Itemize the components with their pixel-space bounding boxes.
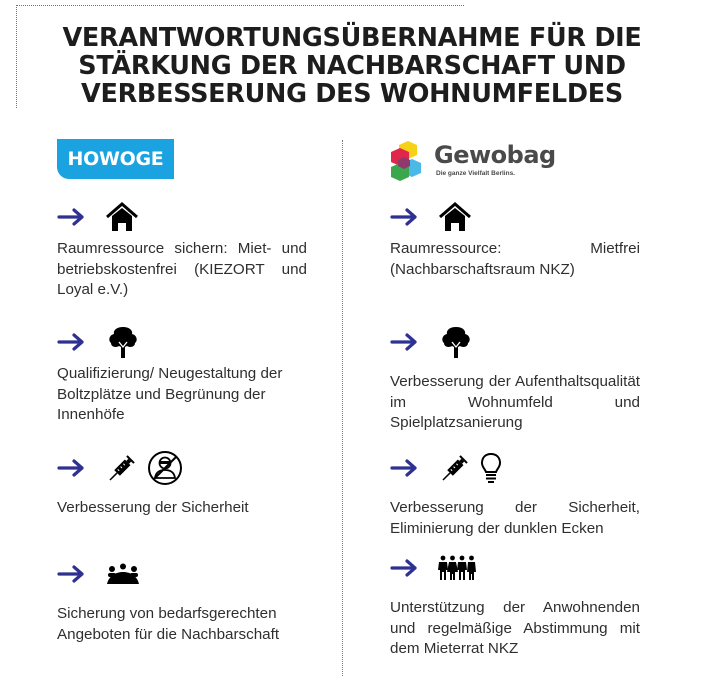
item-description: Raumressource: Mietfrei (Nachbarschaftsraum NKZ)	[390, 240, 640, 278]
arrow-right-icon	[57, 207, 87, 227]
group-meeting-icon	[105, 562, 141, 586]
gewobag-item-greenery	[390, 326, 640, 434]
title-line-3: VERBESSERUNG DES WOHNUMFELDES	[81, 79, 623, 109]
howoge-item-security	[57, 452, 307, 519]
title-line-1: VERANTWORTUNGSÜBERNAHME FÜR DIE	[62, 23, 642, 53]
gewobag-column	[390, 139, 640, 657]
gewobag-item-residents	[390, 552, 640, 660]
dotted-frame-top	[16, 5, 464, 6]
gewobag-logo	[390, 139, 640, 183]
item-description: Qualifizierung/ Neugestaltung der Boltzplätze und Begrünung der Innenhöfe	[57, 365, 283, 423]
howoge-logo: HOWOGE	[57, 139, 174, 179]
howoge-item-space	[57, 201, 307, 301]
gewobag-item-security	[390, 452, 640, 539]
howoge-column	[57, 139, 307, 643]
page-title	[0, 24, 704, 108]
syringe-icon	[438, 451, 472, 485]
lightbulb-icon	[480, 451, 502, 485]
column-divider	[342, 140, 343, 676]
howoge-item-greenery	[57, 326, 307, 426]
gewobag-cubes-icon	[390, 139, 432, 183]
howoge-item-offers	[57, 558, 307, 645]
gewobag-item-space	[390, 201, 640, 280]
item-description: Verbesserung der Sicherheit, Eliminierung der dunklen Ecken	[390, 499, 640, 537]
syringe-icon	[105, 451, 139, 485]
item-description: Unterstützung der Anwohnenden und regelmäßige Abstimmung mit dem Mieterrat NKZ	[390, 599, 640, 657]
item-description: Verbesserung der Sicherheit	[57, 499, 249, 516]
house-icon	[105, 202, 139, 232]
house-icon	[438, 202, 472, 232]
arrow-right-icon	[390, 332, 420, 352]
gewobag-tagline: Die ganze Vielfalt Berlins.	[436, 170, 515, 177]
arrow-right-icon	[390, 558, 420, 578]
gewobag-name: Gewobag	[434, 141, 556, 169]
tree-icon	[438, 325, 474, 359]
item-description: Sicherung von bedarfsgerechten Angeboten für die Nachbarschaft	[57, 605, 280, 643]
tree-icon	[105, 325, 141, 359]
arrow-right-icon	[390, 458, 420, 478]
arrow-right-icon	[390, 207, 420, 227]
arrow-right-icon	[57, 564, 87, 584]
item-description: Verbesserung der Aufenthaltsqualität im Wohnumfeld und Spielplatzsanierung	[390, 373, 640, 431]
arrow-right-icon	[57, 332, 87, 352]
residents-icon	[438, 555, 476, 581]
no-burglar-icon	[147, 450, 183, 486]
arrow-right-icon	[57, 458, 87, 478]
item-description: Raumressource sichern: Miet- und betriebskostenfrei (KIEZORT und Loyal e.V.)	[57, 240, 307, 298]
title-line-2: STÄRKUNG DER NACHBARSCHAFT UND	[78, 51, 626, 81]
